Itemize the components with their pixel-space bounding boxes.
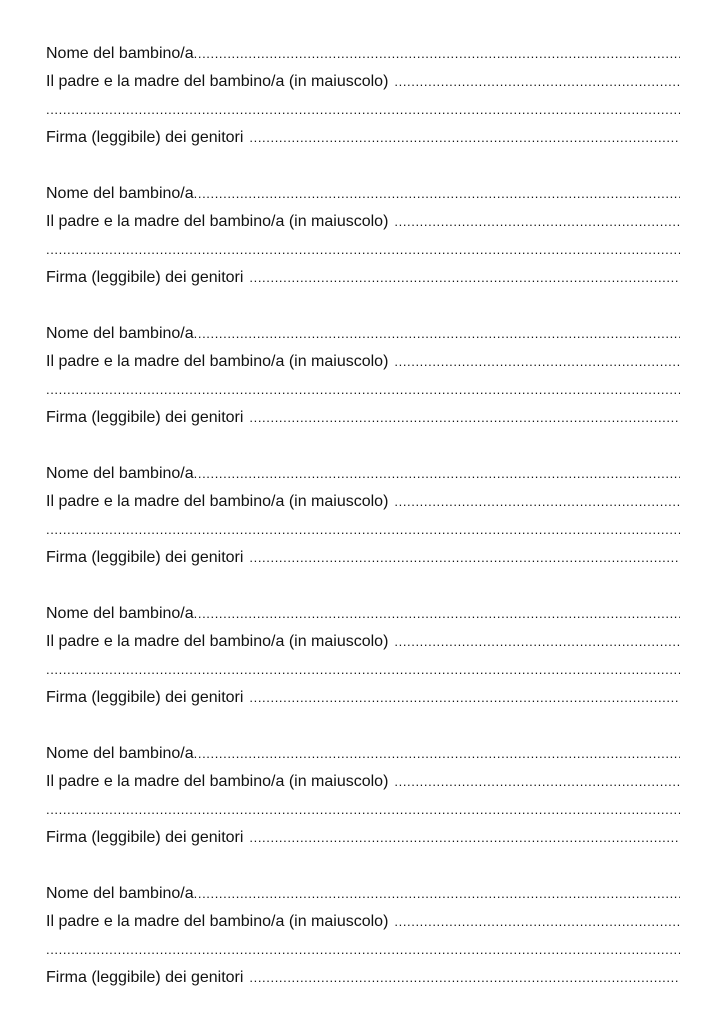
parents-row bbox=[46, 208, 680, 236]
signature-field[interactable] bbox=[249, 124, 680, 152]
signature-row bbox=[46, 404, 680, 432]
signature-field[interactable] bbox=[249, 264, 680, 292]
parents-row bbox=[46, 348, 680, 376]
parents-continuation-field[interactable] bbox=[46, 516, 680, 544]
parents-continuation-row bbox=[46, 96, 680, 124]
parents-label: Il padre e la madre del bambino/a (in maiuscolo) bbox=[46, 493, 389, 510]
signature-field[interactable] bbox=[249, 964, 680, 992]
entry-block-5 bbox=[46, 600, 680, 740]
parents-label: Il padre e la madre del bambino/a (in maiuscolo) bbox=[46, 913, 389, 930]
parents-continuation-row bbox=[46, 376, 680, 404]
parents-field[interactable] bbox=[394, 768, 680, 796]
parents-field[interactable] bbox=[394, 208, 680, 236]
child-name-label: Nome del bambino/a bbox=[46, 605, 194, 622]
parents-continuation-field[interactable] bbox=[46, 96, 680, 124]
signature-row bbox=[46, 264, 680, 292]
entry-block-2 bbox=[46, 180, 680, 320]
parents-row bbox=[46, 628, 680, 656]
parents-field[interactable] bbox=[394, 348, 680, 376]
parents-label: Il padre e la madre del bambino/a (in maiuscolo) bbox=[46, 73, 389, 90]
child-name-label: Nome del bambino/a bbox=[46, 745, 194, 762]
parents-continuation-field[interactable] bbox=[46, 936, 680, 964]
child-name-row bbox=[46, 320, 680, 348]
signature-label: Firma (leggibile) dei genitori bbox=[46, 269, 244, 286]
child-name-label: Nome del bambino/a bbox=[46, 45, 194, 62]
parents-continuation-field[interactable] bbox=[46, 656, 680, 684]
child-name-field[interactable] bbox=[194, 740, 680, 768]
parents-label: Il padre e la madre del bambino/a (in maiuscolo) bbox=[46, 773, 389, 790]
child-name-field[interactable] bbox=[194, 320, 680, 348]
parents-label: Il padre e la madre del bambino/a (in maiuscolo) bbox=[46, 633, 389, 650]
parents-field[interactable] bbox=[394, 908, 680, 936]
signature-row bbox=[46, 544, 680, 572]
child-name-label: Nome del bambino/a bbox=[46, 465, 194, 482]
child-name-label: Nome del bambino/a bbox=[46, 325, 194, 342]
child-name-row bbox=[46, 180, 680, 208]
parents-continuation-field[interactable] bbox=[46, 236, 680, 264]
signature-label: Firma (leggibile) dei genitori bbox=[46, 549, 244, 566]
signature-row bbox=[46, 964, 680, 992]
parents-continuation-field[interactable] bbox=[46, 376, 680, 404]
parents-continuation-row bbox=[46, 936, 680, 964]
child-name-field[interactable] bbox=[194, 880, 680, 908]
parents-field[interactable] bbox=[394, 68, 680, 96]
signature-label: Firma (leggibile) dei genitori bbox=[46, 829, 244, 846]
parents-label: Il padre e la madre del bambino/a (in maiuscolo) bbox=[46, 353, 389, 370]
parents-row bbox=[46, 68, 680, 96]
entry-block-7 bbox=[46, 880, 680, 1020]
signature-form bbox=[46, 40, 680, 1020]
signature-label: Firma (leggibile) dei genitori bbox=[46, 969, 244, 986]
child-name-row bbox=[46, 40, 680, 68]
signature-field[interactable] bbox=[249, 404, 680, 432]
entry-block-6 bbox=[46, 740, 680, 880]
child-name-row bbox=[46, 460, 680, 488]
signature-field[interactable] bbox=[249, 684, 680, 712]
parents-continuation-row bbox=[46, 516, 680, 544]
child-name-row bbox=[46, 740, 680, 768]
parents-continuation-row bbox=[46, 236, 680, 264]
child-name-field[interactable] bbox=[194, 600, 680, 628]
signature-field[interactable] bbox=[249, 544, 680, 572]
parents-row bbox=[46, 488, 680, 516]
parents-continuation-row bbox=[46, 656, 680, 684]
parents-field[interactable] bbox=[394, 488, 680, 516]
signature-field[interactable] bbox=[249, 824, 680, 852]
parents-continuation-row bbox=[46, 796, 680, 824]
child-name-field[interactable] bbox=[194, 460, 680, 488]
child-name-label: Nome del bambino/a bbox=[46, 185, 194, 202]
child-name-field[interactable] bbox=[194, 40, 680, 68]
signature-row bbox=[46, 684, 680, 712]
entry-block-4 bbox=[46, 460, 680, 600]
signature-label: Firma (leggibile) dei genitori bbox=[46, 689, 244, 706]
parents-label: Il padre e la madre del bambino/a (in maiuscolo) bbox=[46, 213, 389, 230]
parents-field[interactable] bbox=[394, 628, 680, 656]
child-name-label: Nome del bambino/a bbox=[46, 885, 194, 902]
parents-row bbox=[46, 908, 680, 936]
entry-block-1 bbox=[46, 40, 680, 180]
child-name-row bbox=[46, 600, 680, 628]
signature-label: Firma (leggibile) dei genitori bbox=[46, 409, 244, 426]
parents-continuation-field[interactable] bbox=[46, 796, 680, 824]
signature-label: Firma (leggibile) dei genitori bbox=[46, 129, 244, 146]
parents-row bbox=[46, 768, 680, 796]
child-name-row bbox=[46, 880, 680, 908]
signature-row bbox=[46, 124, 680, 152]
signature-row bbox=[46, 824, 680, 852]
child-name-field[interactable] bbox=[194, 180, 680, 208]
entry-block-3 bbox=[46, 320, 680, 460]
